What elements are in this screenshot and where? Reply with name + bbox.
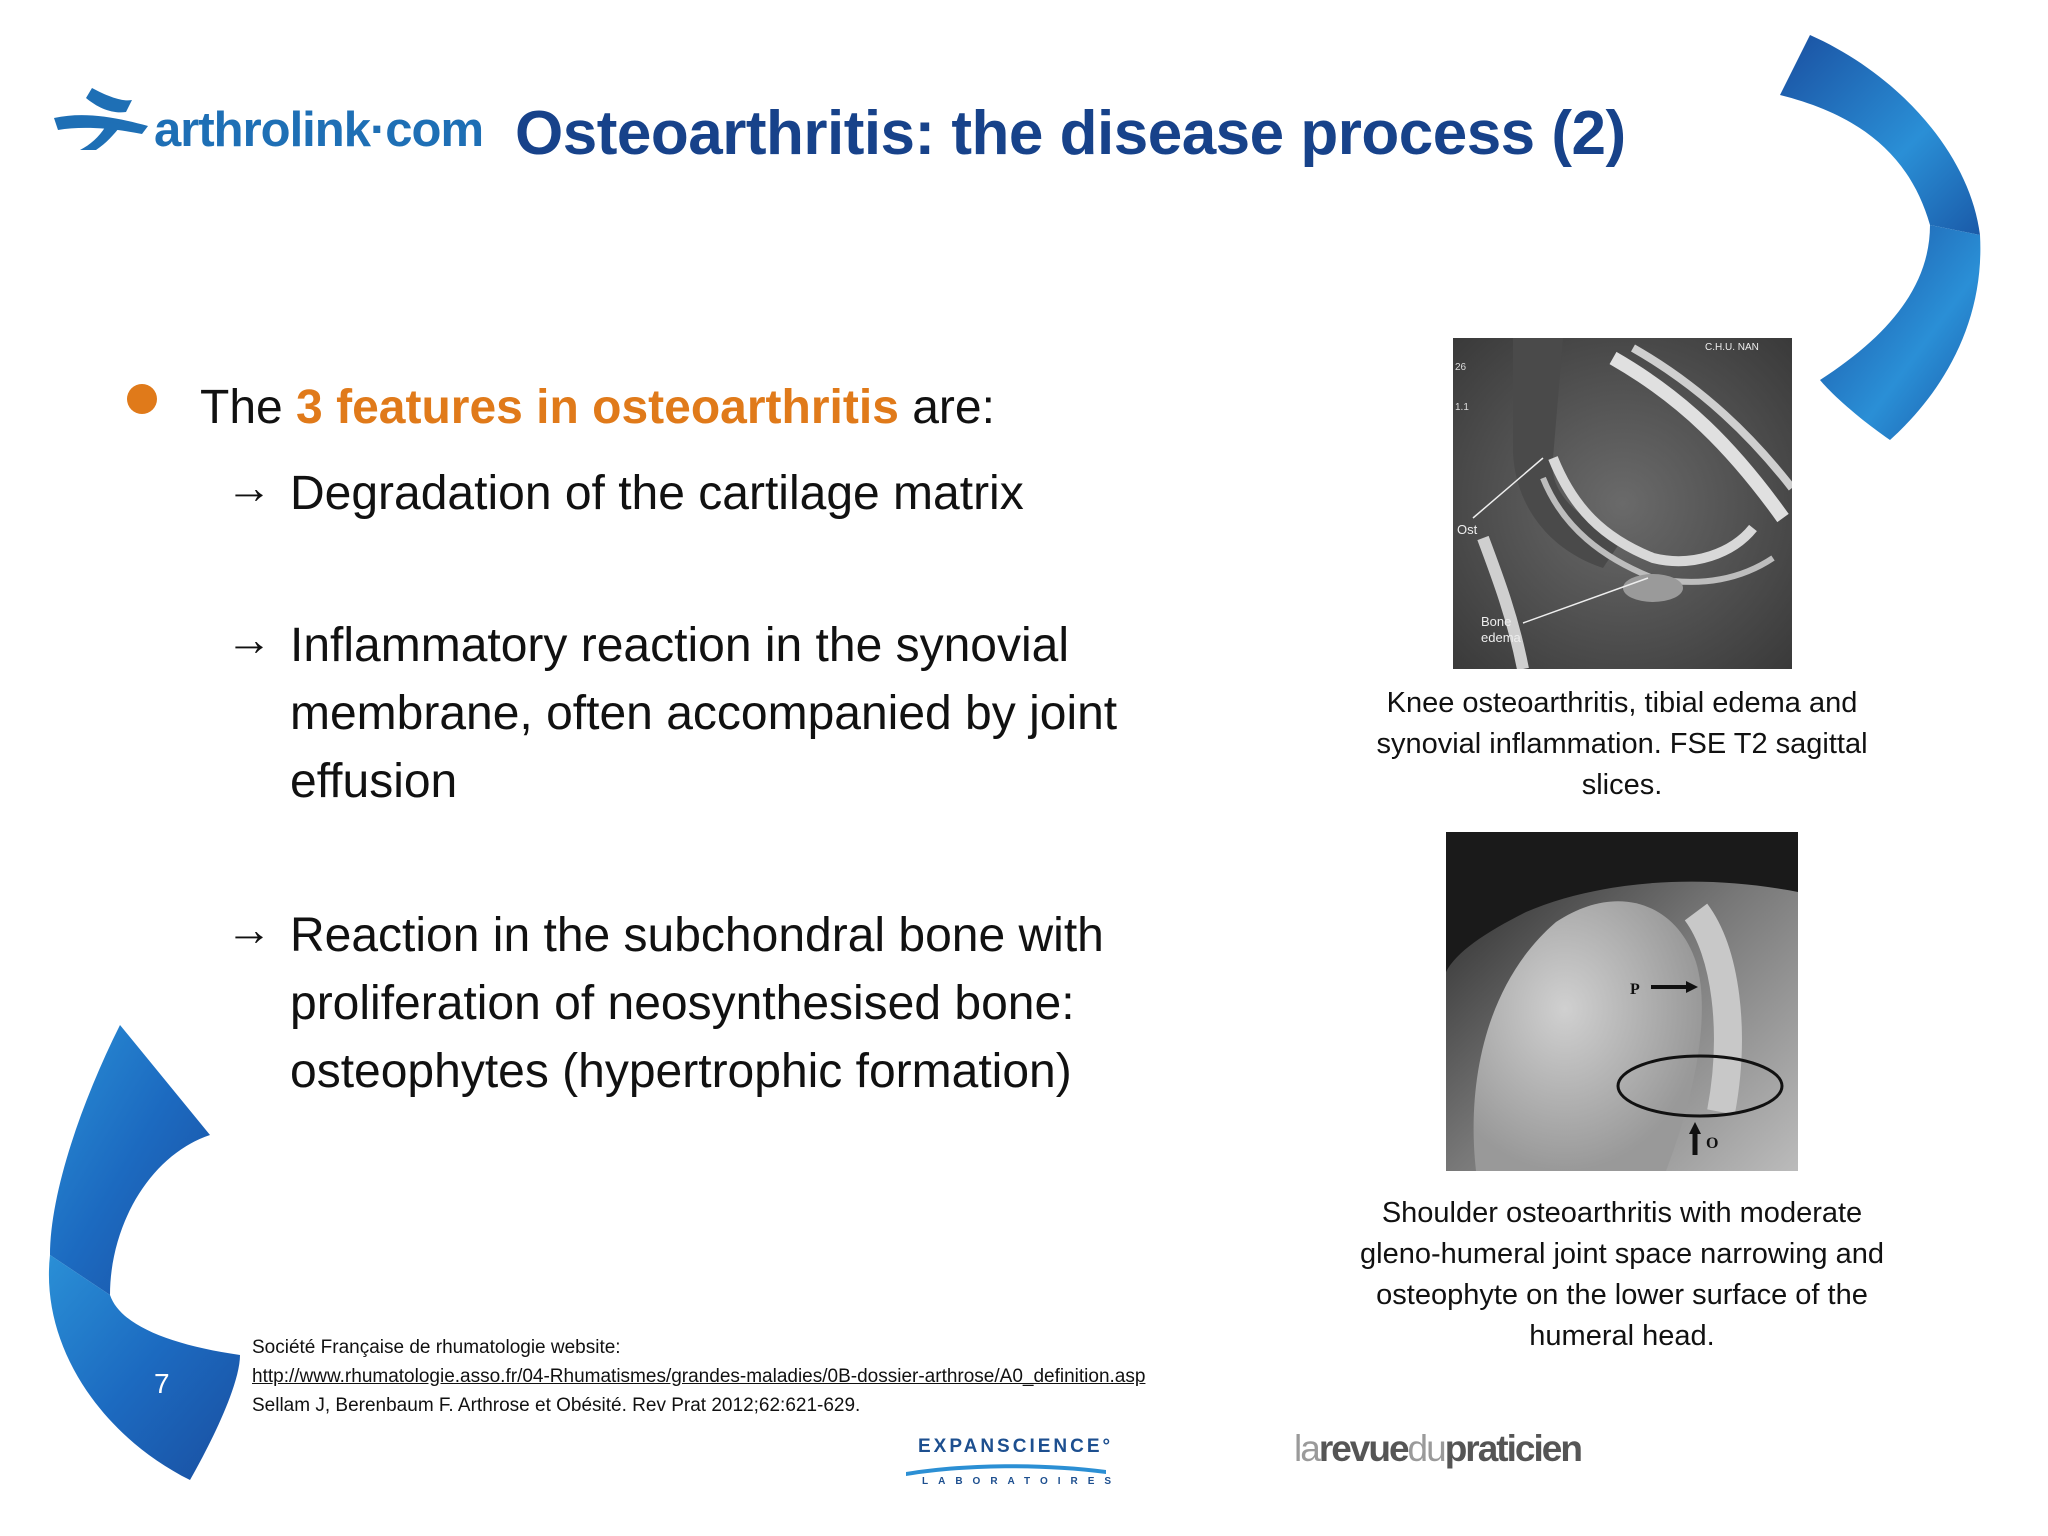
references	[252, 1333, 1145, 1420]
revue-praticien: praticien	[1444, 1428, 1581, 1469]
knee-side-label: 26	[1455, 362, 1467, 373]
expanscience-name	[918, 1436, 1113, 1458]
revue-du-praticien-logo	[1294, 1428, 1581, 1470]
feature-text: Reaction in the subchondral bone with proliferation of neosynthesised bone: osteophytes (hypertrophic formation)	[290, 909, 1104, 1098]
knee-image-caption: Knee osteoarthritis, tibial edema and synovial inflammation. FSE T2 sagittal slices.	[1376, 687, 1868, 801]
knee-side-label: 1.1	[1455, 402, 1469, 413]
knee-mri-image	[1453, 338, 1792, 669]
laboratoires-text: LABORATOIRES	[922, 1476, 1122, 1487]
expanscience-logo	[906, 1432, 1122, 1494]
intro-highlight: 3 features in osteoarthritis	[296, 381, 899, 434]
feature-text: Inflammatory reaction in the synovial membrane, often accompanied by joint effusion	[290, 619, 1118, 808]
shoulder-image-caption: Shoulder osteoarthritis with moderate gleno-humeral joint space narrowing and osteophyte on the lower surface of the humeral head.	[1360, 1197, 1884, 1352]
expanscience-text: EXPANSCIENCE	[918, 1436, 1103, 1457]
intro-before: The	[200, 381, 297, 434]
revue-revue: revue	[1318, 1428, 1408, 1469]
reference-link[interactable]: http://www.rhumatologie.asso.fr/04-Rhumatismes/grandes-maladies/0B-dossier-arthrose/A0_definition.asp	[252, 1366, 1146, 1387]
arthrolink-swoosh-icon	[52, 82, 162, 152]
page-number: 7	[154, 1368, 170, 1399]
logo-text: arthrolink·com	[154, 103, 484, 157]
arthrolink-logo	[52, 78, 484, 168]
knee-label-ost: Ost	[1457, 522, 1478, 537]
arrow-right-icon: →	[226, 461, 272, 513]
decorative-swoosh-bottom-left	[40, 1025, 250, 1485]
arrow-right-icon: →	[226, 903, 272, 955]
knee-label-bone: Bone	[1481, 614, 1512, 629]
revue-du: du	[1407, 1428, 1445, 1469]
knee-label-edema: edema	[1481, 630, 1521, 645]
expanscience-mark: °	[1102, 1436, 1114, 1457]
arrow-right-icon: →	[226, 613, 272, 665]
feature-text: Degradation of the cartilage matrix	[290, 467, 1024, 520]
shoulder-xray-image	[1446, 832, 1798, 1171]
shoulder-label-o: O	[1706, 1135, 1719, 1152]
intro-text	[200, 380, 995, 435]
reference-line: Sellam J, Berenbaum F. Arthrose et Obésité. Rev Prat 2012;62:621-629.	[252, 1395, 861, 1416]
expanscience-swoosh-icon	[906, 1460, 1106, 1476]
shoulder-label-p: P	[1630, 981, 1640, 998]
decorative-swoosh-top-right	[1780, 35, 2010, 445]
revue-la: la	[1294, 1428, 1319, 1469]
slide-title: Osteoarthritis: the disease process (2)	[515, 99, 1626, 168]
intro-after: are:	[898, 381, 995, 434]
bullet-dot	[127, 384, 157, 414]
reference-line: Société Française de rhumatologie website:	[252, 1337, 621, 1358]
knee-corner-label: C.H.U. NAN	[1705, 342, 1759, 353]
